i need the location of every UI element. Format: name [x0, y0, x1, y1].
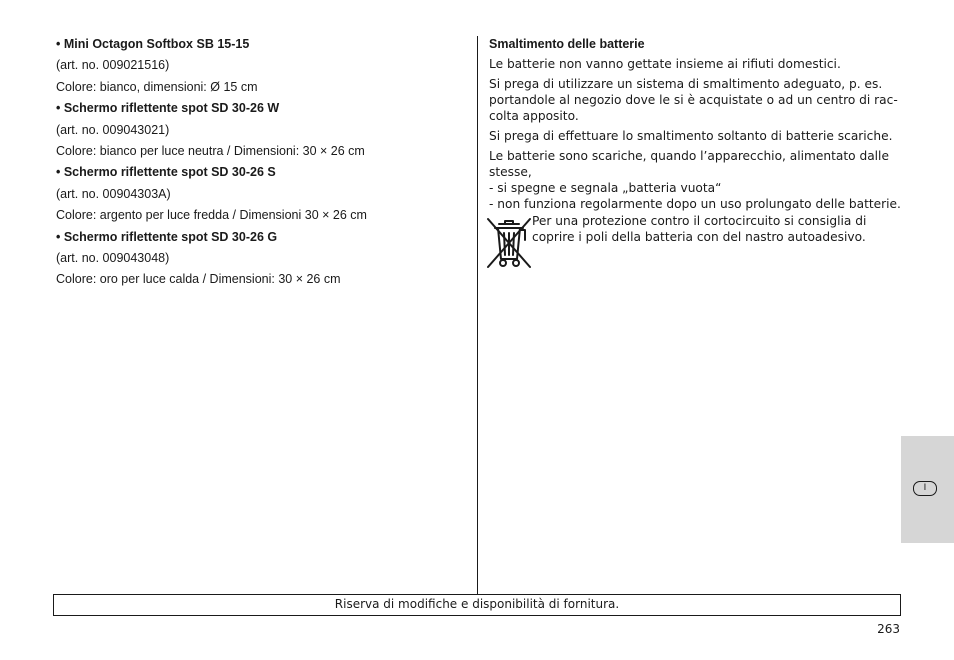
paragraph-line: - non funziona regolarmente dopo un uso prolungato delle batterie.	[489, 197, 901, 211]
paragraph-line: - si spegne e segnala „batteria vuota“	[489, 181, 722, 195]
paragraph-line: Si prega di utilizzare un sistema di smaltimento adeguato, p. es.	[489, 77, 883, 91]
product-article-number: (art. no. 00904303A)	[56, 186, 171, 201]
product-list	[56, 36, 466, 293]
footer-notice: Riserva di modifiche e disponibilità di fornitura.	[53, 594, 901, 616]
product-article-number: (art. no. 009021516)	[56, 58, 170, 73]
disposal-notice-text	[532, 213, 866, 245]
product-title: • Schermo riflettente spot SD 30-26 W	[56, 101, 280, 116]
language-indicator: I	[913, 481, 937, 496]
battery-disposal-section	[489, 36, 909, 272]
crossed-out-wheelie-bin-icon	[485, 216, 533, 270]
product-title: • Schermo riflettente spot SD 30-26 S	[56, 165, 276, 180]
paragraph-line: colta apposito.	[489, 109, 579, 123]
product-details: Colore: argento per luce fredda / Dimensioni 30 × 26 cm	[56, 208, 367, 223]
paragraph: Si prega di effettuare lo smaltimento soltanto di batterie scariche.	[489, 129, 893, 143]
product-title: • Schermo riflettente spot SD 30-26 G	[56, 229, 278, 244]
paragraph-line: portandole al negozio dove le si è acquistate o ad un centro di rac-	[489, 93, 898, 107]
product-details: Colore: oro per luce calda / Dimensioni: 30 × 26 cm	[56, 272, 341, 287]
paragraph-line: Per una protezione contro il cortocircuito si consiglia di	[532, 214, 867, 228]
product-details: Colore: bianco per luce neutra / Dimensioni: 30 × 26 cm	[56, 143, 365, 158]
product-article-number: (art. no. 009043021)	[56, 122, 170, 137]
paragraph-line: coprire i poli della batteria con del nastro autoadesivo.	[532, 230, 866, 244]
product-title: • Mini Octagon Softbox SB 15-15	[56, 37, 250, 51]
paragraph-line: Le batterie sono scariche, quando l’apparecchio, alimentato dalle	[489, 149, 889, 163]
paragraph-line: stesse,	[489, 165, 532, 179]
product-article-number: (art. no. 009043048)	[56, 250, 170, 265]
paragraph: Le batterie non vanno gettate insieme ai rifiuti domestici.	[489, 57, 841, 71]
disposal-notice	[489, 216, 909, 272]
column-divider	[477, 36, 478, 594]
page-number: 263	[877, 622, 900, 636]
section-heading: Smaltimento delle batterie	[489, 37, 645, 51]
language-tab	[901, 436, 954, 543]
product-details: Colore: bianco, dimensioni: Ø 15 cm	[56, 79, 258, 94]
